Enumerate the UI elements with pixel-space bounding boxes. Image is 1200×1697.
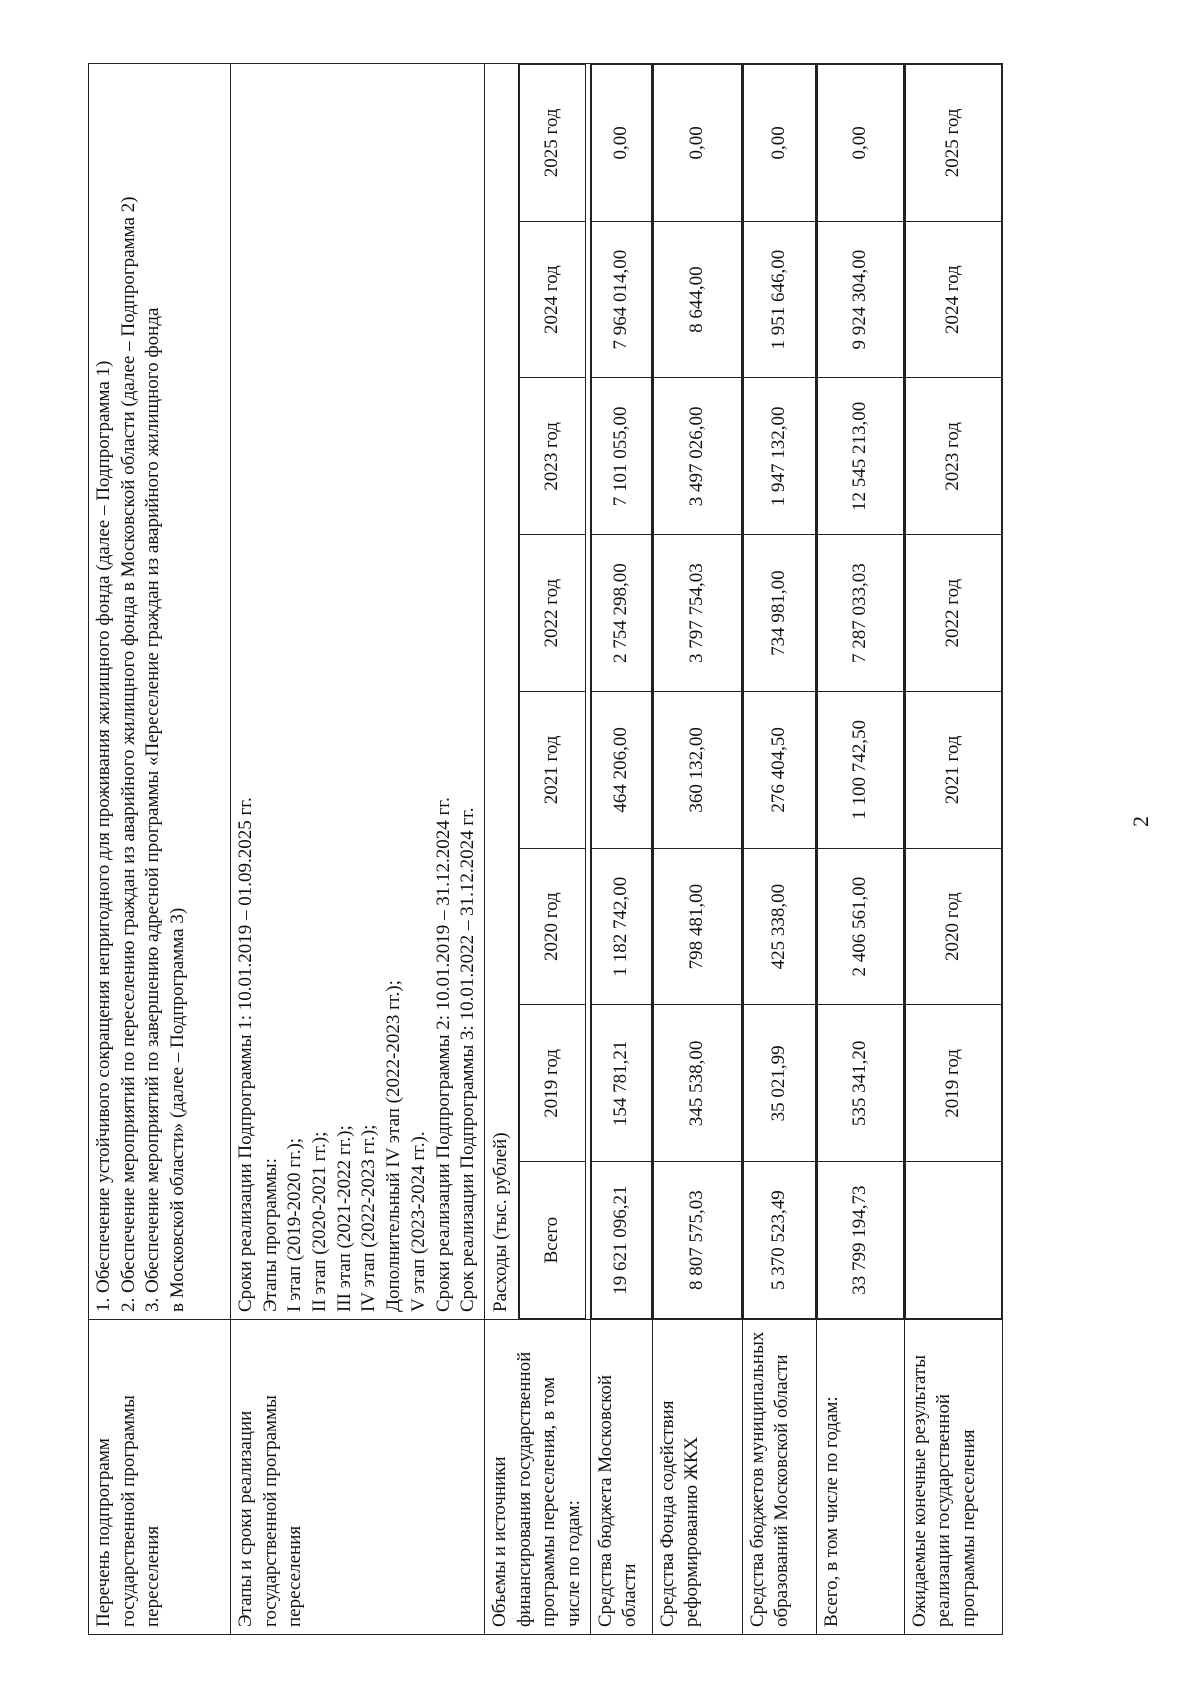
subprogram-line: в Московской области» (далее – Подпрограмма 3) — [167, 907, 189, 1312]
label-fund: Средства Фонда содействия реформированию ЖКХ — [652, 1320, 742, 1635]
row-municipal — [742, 64, 816, 1635]
page-number: 2 — [1128, 816, 1153, 827]
values-table — [591, 64, 652, 1319]
value-cell: 2 754 298,00 — [591, 535, 651, 692]
value-cell: 464 206,00 — [591, 692, 651, 849]
value-cell: 0,00 — [591, 65, 651, 222]
value-cell: 8 644,00 — [653, 221, 741, 378]
results-table — [905, 64, 1002, 1319]
program-passport-table — [88, 63, 1003, 1635]
row-fund — [652, 64, 742, 1635]
value-cell: 2 406 561,00 — [817, 848, 903, 1005]
header-year: 2025 год — [519, 65, 585, 222]
value-cell: 1 947 132,00 — [743, 378, 815, 535]
value-cell: 0,00 — [743, 65, 815, 222]
value-cell: 7 287 033,03 — [817, 535, 903, 692]
value-cell: 535 341,20 — [817, 1005, 903, 1162]
value-cell: 7 964 014,00 — [591, 221, 651, 378]
row-total — [816, 64, 904, 1635]
stage-line: Этапы программы: — [259, 1158, 281, 1312]
value-cell: 1 182 742,00 — [591, 848, 651, 1005]
value-cell: 360 132,00 — [653, 692, 741, 849]
header-year: 2023 год — [905, 378, 1001, 535]
stage-line: Дополнительный IV этап (2022-2023 гг.); — [383, 980, 405, 1312]
stage-line: Срок реализации Подпрограммы 3: 10.01.2022 – 31.12.2024 гг. — [457, 807, 479, 1312]
label-results: Ожидаемые конечные результаты реализации государственной программы переселения — [904, 1320, 1002, 1635]
value-cell: 1 951 646,00 — [743, 221, 815, 378]
stage-line: V этап (2023-2024 гг.). — [407, 1131, 429, 1312]
subprograms-list — [89, 64, 231, 1320]
value-cell: 19 621 096,21 — [591, 1162, 651, 1319]
value-cell: 345 538,00 — [653, 1005, 741, 1162]
header-year: 2024 год — [905, 221, 1001, 378]
header-year: 2023 год — [519, 378, 585, 535]
value-cell: 1 100 742,50 — [817, 692, 903, 849]
header-year: 2022 год — [519, 535, 585, 692]
header-year: 2020 год — [905, 848, 1001, 1005]
expenses-title: Расходы (тыс. рублей) — [485, 64, 519, 1319]
subprogram-line: 3. Обеспечение мероприятий по завершению адресной программы «Переселение граждан из аварийного жилищного фонда — [142, 307, 164, 1312]
label-municipal: Средства бюджетов муниципальных образований Московской области — [742, 1320, 816, 1635]
value-cell: 0,00 — [817, 65, 903, 222]
value-cell: 425 338,00 — [743, 848, 815, 1005]
municipal-values — [742, 64, 816, 1320]
row-regional-budget — [590, 64, 652, 1635]
value-cell: 3 797 754,03 — [653, 535, 741, 692]
results-headers — [904, 64, 1002, 1320]
values-table — [653, 64, 742, 1319]
header-year: 2022 год — [905, 535, 1001, 692]
row-subprograms — [89, 64, 231, 1635]
value-cell: 734 981,00 — [743, 535, 815, 692]
header-total: Всего — [519, 1162, 585, 1319]
row-financing — [485, 64, 591, 1635]
row-results — [904, 64, 1002, 1635]
header-year: 2025 год — [905, 65, 1001, 222]
header-year: 2021 год — [905, 692, 1001, 849]
values-table — [743, 64, 816, 1319]
header-year: 2024 год — [519, 221, 585, 378]
stage-line: Сроки реализации Подпрограммы 2: 10.01.2019 – 31.12.2024 гг. — [432, 797, 454, 1312]
label-regional-budget: Средства бюджета Московской области — [590, 1320, 652, 1635]
value-cell: 276 404,50 — [743, 692, 815, 849]
value-cell: 12 545 213,00 — [817, 378, 903, 535]
regional-budget-values — [590, 64, 652, 1320]
stages-list — [231, 64, 485, 1320]
total-values — [816, 64, 904, 1320]
value-cell: 798 481,00 — [653, 848, 741, 1005]
financing-header-cell — [485, 64, 591, 1320]
value-cell: 8 807 575,03 — [653, 1162, 741, 1319]
value-cell: 9 924 304,00 — [817, 221, 903, 378]
stage-line: Сроки реализации Подпрограммы 1: 10.01.2019 – 01.09.2025 гг. — [235, 797, 256, 1312]
header-year: 2021 год — [519, 692, 585, 849]
subprogram-line: 2. Обеспечение мероприятий по переселению граждан из аварийного жилищного фонда в Московской области (далее – Подпрограмма 2) — [117, 196, 139, 1312]
label-subprograms: Перечень подпрограмм государственной программы переселения — [89, 1320, 231, 1635]
label-financing: Объемы и источники финансирования государственной программы переселения, в том числе по годам: — [485, 1320, 591, 1635]
value-cell: 35 021,99 — [743, 1005, 815, 1162]
empty-cell — [905, 1162, 1001, 1319]
header-year: 2019 год — [905, 1005, 1001, 1162]
value-cell: 33 799 194,73 — [817, 1162, 903, 1319]
values-table — [817, 64, 904, 1319]
stage-line: III этап (2021-2022 гг.); — [333, 1125, 355, 1312]
stage-line: IV этап (2022-2023 гг.); — [358, 1124, 380, 1312]
value-cell: 7 101 055,00 — [591, 378, 651, 535]
subprogram-line: 1. Обеспечение устойчивого сокращения непригодного для проживания жилищного фонда (далее – Подпрограмма 1) — [93, 360, 114, 1312]
label-total: Всего, в том числе по годам: — [816, 1320, 904, 1635]
header-year: 2020 год — [519, 848, 585, 1005]
row-stages — [231, 64, 485, 1635]
financing-header-table — [519, 64, 586, 1319]
value-cell: 154 781,21 — [591, 1005, 651, 1162]
value-cell: 0,00 — [653, 65, 741, 222]
value-cell: 3 497 026,00 — [653, 378, 741, 535]
stage-line: II этап (2020-2021 гг.); — [309, 1131, 331, 1312]
fund-values — [652, 64, 742, 1320]
header-year: 2019 год — [519, 1005, 585, 1162]
value-cell: 5 370 523,49 — [743, 1162, 815, 1319]
stage-line: I этап (2019-2020 гг.); — [284, 1137, 306, 1312]
label-stages: Этапы и сроки реализации государственной программы переселения — [231, 1320, 485, 1635]
